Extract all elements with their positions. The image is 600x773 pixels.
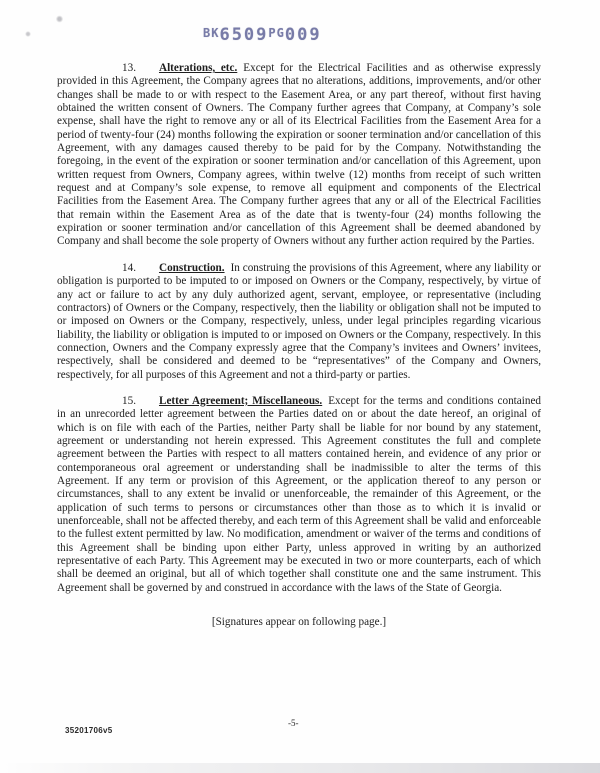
paragraph-body: In construing the provisions of this Agreement, where any liability or obligation is purported to be imputed to or imposed on Owners or the Company, respectively, by virtue of any act or failure to act by any duly authorized agent, servant, employee, or representative (including contractors) of Owners or the Company, respectively, then the liability or obligation shall not be imputed to or imposed on Owners or the Company, respectively, unless, under legal principles regarding vicarious liability, the liability or obligation is imputed to or imposed on Owners or the Company, respectively. In this connection, Owners and the Company expressly agree that the Company’s invitees and Owners’ invitees, respectively, shall be considered and deemed to be “representatives” of the Company and Owners, respectively, for all purposes of this Agreement and not a third-party or parties. [57,261,541,381]
signature-note: [Signatures appear on following page.] [211,616,387,629]
document-version-number: 35201706v5 [65,726,113,735]
paragraph-body: Except for the terms and conditions contained in an unrecorded letter agreement between the Parties dated on or about the date hereof, an original of which is on file with each of the Parties, neither Party shall be liable for nor bound by any statement, agreement or understanding not herein expressed. This Agreement constitutes the full and complete agreement between the Parties with respect to all matters contained herein, and evidence of any prior or contemporaneous oral agreement or understanding shall be inadmissible to alter the terms of this Agreement. If any term or provision of this Agreement, or the application thereof to any person or circumstances, shall to any extent be invalid or unenforceable, the remainder of this Agreement, or the application of such terms to persons or circumstances other than those as to which it is invalid or unenforceable, shall not be affected thereby, and each term of this Agreement shall be valid and enforceable to the fullest extent permitted by law. No modification, amendment or waiver of the terms and conditions of this Agreement shall be binding upon either Party, unless approved in writing by an authorized representative of each Party. This Agreement may be executed in two or more counterparts, each of which shall be deemed an original, but all of which together shall constitute one and the same instrument. This Agreement shall be governed by and construed in accordance with the laws of the State of Georgia. [57,394,542,594]
stamp-page-number: 009 [284,25,322,45]
stamp-page-prefix: PG [268,26,285,40]
agreement-text-block [57,62,541,629]
stamp-book-number: 6509 [219,25,269,45]
paragraph-15-letter-agreement [57,395,541,595]
paragraph-heading: Alterations, etc. [158,62,238,74]
paragraph-13-alterations [57,62,541,249]
paragraph-heading: Construction. [158,261,225,274]
paragraph-heading: Letter Agreement; Miscellaneous. [158,394,323,407]
scan-speck [25,31,31,37]
paragraph-14-construction [57,262,541,382]
page-number: -5- [288,718,299,728]
paragraph-number: 14. [122,261,136,274]
paragraph-number: 15. [122,394,136,407]
book-page-stamp [203,25,322,45]
scan-edge-artifact [0,763,600,773]
scan-speck [56,15,63,23]
paragraph-body: Except for the Electrical Facilities and as otherwise expressly provided in this Agreement, the Company agrees that no alterations, additions, improvements, and/or other changes shall be made to or with respect to the Easement Area, or any part thereof, without first having obtained the written consent of Owners. The Company further agrees that Company, at Company’s sole expense, shall have the right to remove any or all of its Electrical Facilities from the Easement Area for a period of twenty-four (24) months following the expiration or sooner termination and/or cancellation of this Agreement, with any damages caused thereby to be paid for by the Company. Notwithstanding the foregoing, in the event of the expiration or sooner termination and/or cancellation of this Agreement, upon written request from Owners, Company agrees, within twelve (12) months from receipt of such written request and at Company’s sole expense, to remove all equipment and components of the Electrical Facilities from the Easement Area. The Company further agrees that any or all of the Electrical Facilities that remain within the Easement Area as of the date that is twenty-four (24) months following the expiration or sooner termination and/or cancellation of this Agreement shall be deemed abandoned by Company and shall become the sole property of Owners without any further action required by the Parties. [57,62,541,248]
stamp-book-prefix: BK [203,26,220,40]
paragraph-number: 13. [122,62,136,74]
